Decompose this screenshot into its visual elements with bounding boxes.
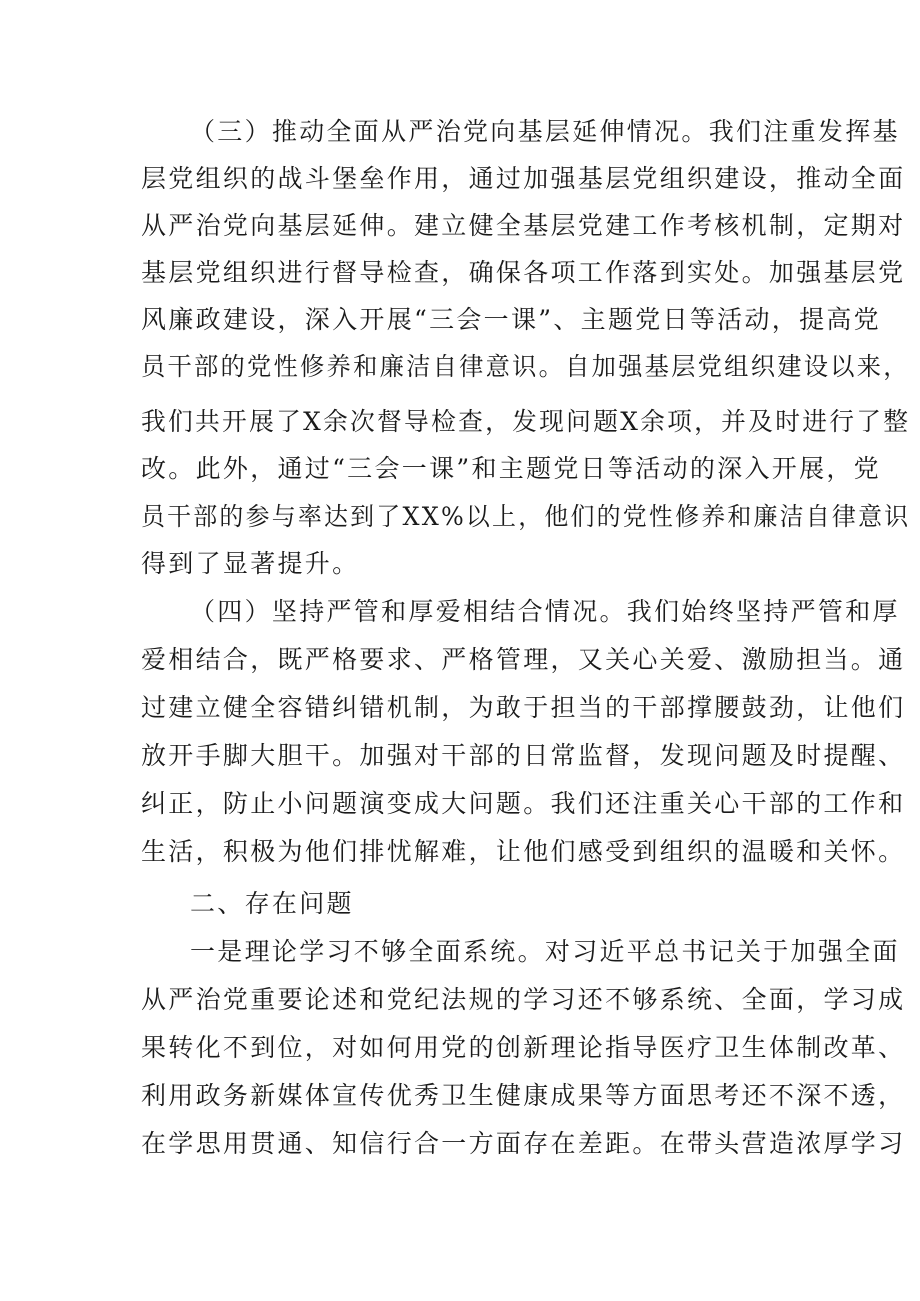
paragraph-3-line-7: 我们共开展了X余次督导检查，发现问题X余项，并及时进行了整 <box>141 407 911 436</box>
paragraph-3-line-8: 改。此外，通过“三会一课”和主题党日等活动的深入开展，党 <box>141 454 881 483</box>
problem-1-line-2: 从严治党重要论述和党纪法规的学习还不够系统、全面，学习成 <box>141 985 906 1014</box>
paragraph-3-line-3: 从严治党向基层延伸。建立健全基层党建工作考核机制，定期对 <box>141 211 906 240</box>
paragraph-3-line-6: 员干部的党性修养和廉洁自律意识。自加强基层党组织建设以来， <box>141 352 910 381</box>
problem-1-line-5: 在学思用贯通、知信行合一方面存在差距。在带头营造浓厚学习 <box>141 1129 906 1158</box>
problem-1-line-1: 一是理论学习不够全面系统。对习近平总书记关于加强全面 <box>190 937 900 966</box>
paragraph-4-line-2: 爱相结合，既严格要求、严格管理，又关心关爱、激励担当。通 <box>141 645 906 674</box>
section-heading: 二、存在问题 <box>190 889 354 918</box>
paragraph-3-line-4: 基层党组织进行督导检查，确保各项工作落到实处。加强基层党 <box>141 258 906 287</box>
paragraph-3-line-9: 员干部的参与率达到了XX%以上，他们的党性修养和廉洁自律意识 <box>141 502 911 531</box>
paragraph-4-line-5: 纠正，防止小问题演变成大问题。我们还注重关心干部的工作和 <box>141 789 906 818</box>
paragraph-3-line-5: 风廉政建设，深入开展“三会一课”、主题党日等活动，提高党 <box>141 305 881 334</box>
paragraph-4-line-3: 过建立健全容错纠错机制，为敢于担当的干部撑腰鼓劲，让他们 <box>141 693 906 722</box>
problem-1-line-4: 利用政务新媒体宣传优秀卫生健康成果等方面思考还不深不透， <box>141 1081 906 1110</box>
paragraph-4-line-6: 生活，积极为他们排忧解难，让他们感受到组织的温暖和关怀。 <box>141 837 906 866</box>
paragraph-3-line-2: 层党组织的战斗堡垒作用，通过加强基层党组织建设，推动全面 <box>141 164 906 193</box>
paragraph-4-line-1: （四）坚持严管和厚爱相结合情况。我们始终坚持严管和厚 <box>190 597 900 626</box>
paragraph-4-line-4: 放开手脚大胆干。加强对干部的日常监督，发现问题及时提醒、 <box>141 741 906 770</box>
paragraph-3-line-1: （三）推动全面从严治党向基层延伸情况。我们注重发挥基 <box>190 117 900 146</box>
problem-1-line-3: 果转化不到位，对如何用党的创新理论指导医疗卫生体制改革、 <box>141 1033 906 1062</box>
paragraph-3-line-10: 得到了显著提升。 <box>141 549 360 578</box>
